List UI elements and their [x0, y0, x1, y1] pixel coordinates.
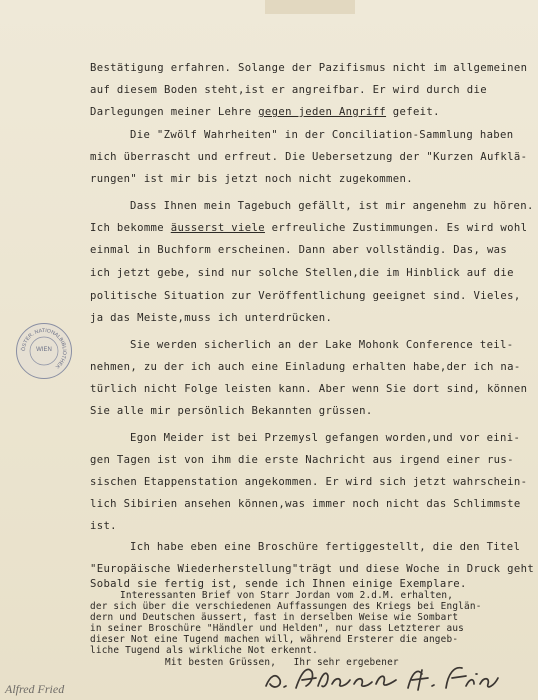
signature-strokes — [262, 660, 502, 694]
text-line: rungen" ist mir bis jetzt noch nicht zugekommen. — [90, 173, 413, 185]
text-line: dern und Deutschen äussert, fast in derselben Weise wie Sombart — [90, 612, 459, 623]
text-line: sischen Etappenstation angekommen. Er wird sich jetzt wahrschein- — [90, 476, 528, 488]
text-line: mich überrascht und erfreut. Die Uebersetzung der "Kurzen Aufklä- — [90, 151, 528, 163]
stamp-arc-label: ÖSTER. NATIONALBIBLIOTHEK — [20, 327, 68, 370]
text-line: liche Tugend als wirkliche Not erkennt. — [90, 645, 318, 656]
text-line-part: erfreuliche Zustimmungen. Es wird wohl — [264, 222, 528, 234]
text-line — [90, 106, 440, 118]
text-line: Egon Meider ist bei Przemysl gefangen worden,und vor eini- — [130, 432, 521, 444]
text-line: "Europäische Wiederherstellung"trägt und diese Woche in Druck geht — [90, 563, 535, 575]
text-line: Ich habe eben eine Broschüre fertiggestellt, die den Titel — [130, 541, 521, 553]
text-line: Sie alle mir persönlich Bekannten grüssen. — [90, 405, 373, 417]
text-line: in seiner Broschüre "Händler und Helden", nur dass Letzterer aus — [90, 623, 465, 634]
text-line: ja das Meiste,muss ich unterdrücken. — [90, 312, 333, 324]
text-line: politische Situation zur Veröffentlichung geeignet sind. Vieles, — [90, 290, 521, 302]
text-line-part: gefeit. — [386, 106, 440, 118]
text-line: Dass Ihnen mein Tagebuch gefällt, ist mir angenehm zu hören. — [130, 200, 534, 212]
handwritten-signature — [262, 660, 502, 694]
text-line-part: Ich bekomme — [90, 222, 171, 234]
text-line: Sobald sie fertig ist, sende ich Ihnen einige Exemplare. — [90, 578, 467, 590]
text-line: Interessanten Brief von Starr Jordan vom 2.d.M. erhalten, — [120, 590, 454, 601]
text-line: ich jetzt gebe, sind nur solche Stellen,die im Hinblick auf die — [90, 267, 514, 279]
text-line: ist. — [90, 520, 117, 532]
text-line: nehmen, zu der ich auch eine Einladung erhalten habe,der ich na- — [90, 361, 521, 373]
text-line: einmal in Buchform erscheinen. Dann aber vollständig. Das, was — [90, 244, 508, 256]
closing-line: Mit besten Grüssen, Ihr sehr ergebener — [165, 657, 399, 668]
text-line: gen Tagen ist von ihm die erste Nachricht aus irgend einer rus- — [90, 454, 514, 466]
text-line: der sich über die verschiedenen Auffassungen des Kriegs bei Englän- — [90, 601, 482, 612]
text-line: Sie werden sicherlich an der Lake Mohonk Conference teil- — [130, 339, 514, 351]
text-line-part: Darlegungen meiner Lehre — [90, 106, 259, 118]
library-stamp — [16, 323, 72, 379]
text-line: türlich nicht Folge leisten kann. Aber wenn Sie dort sind, können — [90, 383, 528, 395]
underlined-text: gegen jeden Angriff — [258, 106, 387, 118]
text-line: Bestätigung erfahren. Solange der Pazifismus nicht im allgemeinen — [90, 62, 528, 74]
stamp-center-label: WIEN — [36, 347, 52, 353]
underlined-text: äusserst viele — [170, 222, 265, 234]
text-line: lich Sibirien ansehen können,was immer noch nicht das Schlimmste — [90, 498, 521, 510]
text-line: Die "Zwölf Wahrheiten" in der Conciliation-Sammlung haben — [130, 129, 514, 141]
pencil-note: Alfred Fried — [5, 682, 65, 696]
text-line: dieser Not eine Tugend machen will, während Ersterer die angeb- — [90, 634, 459, 645]
text-line — [90, 222, 527, 234]
text-line: auf diesem Boden steht,ist er angreifbar. Er wird durch die — [90, 84, 487, 96]
